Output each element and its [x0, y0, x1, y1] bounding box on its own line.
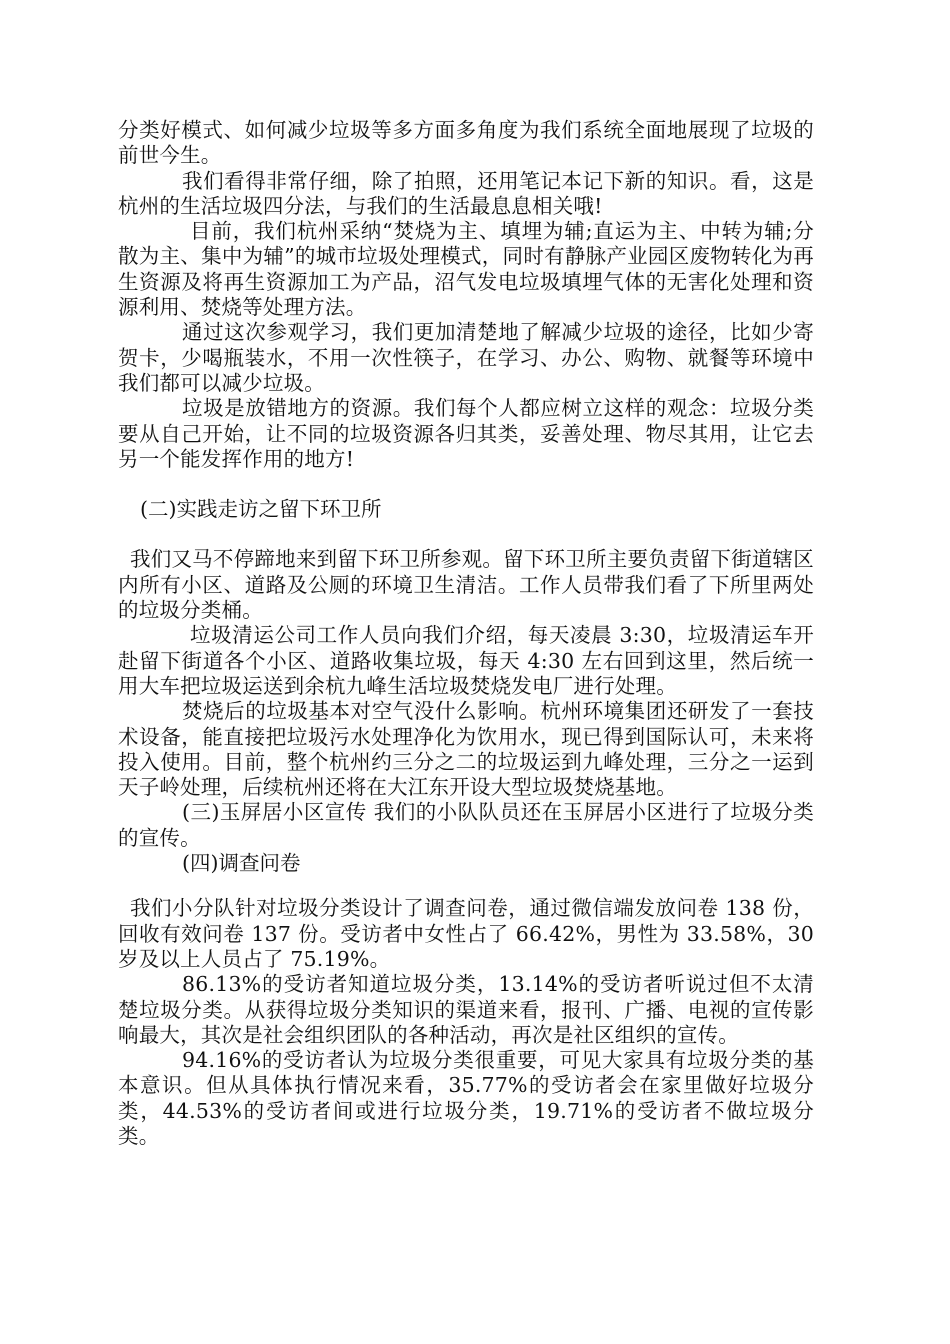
paragraph-collection-schedule: 垃圾清运公司工作人员向我们介绍，每天凌晨 3:30，垃圾清运车开赴留下街道各个小区、道路收集垃圾，每天 4:30 左右回到这里，然后统一用大车把垃圾运送到余杭九峰生活垃圾焚烧发电厂进行处理。	[118, 623, 814, 698]
paragraph-sanitation-visit: 我们又马不停蹄地来到留下环卫所参观。留下环卫所主要负责留下街道辖区内所有小区、道路及公厕的环境卫生清洁。工作人员带我们看了下所里两处的垃圾分类桶。	[118, 547, 814, 623]
paragraph-survey-awareness: 86.13%的受访者知道垃圾分类，13.14%的受访者听说过但不太清楚垃圾分类。从获得垃圾分类知识的渠道来看，报刊、广播、电视的宣传影响最大，其次是社会组织团队的各种活动，再次是社区组织的宣传。	[118, 972, 814, 1047]
section-heading-sanitation: (二)实践走访之留下环卫所	[140, 497, 382, 522]
section-spacer	[118, 876, 814, 896]
paragraph-community-promotion: (三)玉屏居小区宣传 我们的小队队员还在玉屏居小区进行了垃圾分类的宣传。	[118, 800, 814, 850]
section-heading-survey: (四)调查问卷	[182, 851, 301, 876]
paragraph-incineration: 焚烧后的垃圾基本对空气没什么影响。杭州环境集团还研发了一套技术设备，能直接把垃圾污水处理净化为饮用水，现已得到国际认可，未来将投入使用。目前，整个杭州约三分之二的垃圾运到九峰处理，三分之一运到天子岭处理，后续杭州还将在大江东开设大型垃圾焚烧基地。	[118, 699, 814, 800]
paragraph-hangzhou-model: 目前，我们杭州采纳“焚烧为主、填埋为辅;直运为主、中转为辅;分散为主、集中为辅”的城市垃圾处理模式，同时有静脉产业园区废物转化为再生资源及将再生资源加工为产品，沼气发电垃圾填埋气体的无害化处理和资源利用、焚烧等处理方法。	[118, 219, 814, 320]
paragraph-survey-overview: 我们小分队针对垃圾分类设计了调查问卷，通过微信端发放问卷 138 份，回收有效问卷 137 份。受访者中女性占了 66.42%，男性为 33.58%，30 岁及以上人员占了 75.19%。	[118, 896, 814, 971]
paragraph-reduce-waste: 通过这次参观学习，我们更加清楚地了解减少垃圾的途径，比如少寄贺卡，少喝瓶装水，不用一次性筷子，在学习、办公、购物、就餐等环境中我们都可以减少垃圾。	[118, 320, 814, 395]
paragraph-resource-concept: 垃圾是放错地方的资源。我们每个人都应树立这样的观念：垃圾分类要从自己开始，让不同的垃圾资源各归其类，妥善处理、物尽其用，让它去另一个能发挥作用的地方!	[118, 396, 814, 471]
paragraph-intro-continued: 分类好模式、如何减少垃圾等多方面多角度为我们系统全面地展现了垃圾的前世今生。	[118, 118, 814, 168]
section-spacer	[118, 472, 814, 497]
document-page	[118, 118, 814, 1149]
paragraph-survey-practice: 94.16%的受访者认为垃圾分类很重要，可见大家具有垃圾分类的基本意识。但从具体执行情况来看，35.77%的受访者会在家里做好垃圾分类，44.53%的受访者间或进行垃圾分类，19.71%的受访者不做垃圾分类。	[118, 1048, 814, 1148]
section-spacer	[118, 522, 814, 547]
paragraph-observation: 我们看得非常仔细，除了拍照，还用笔记本记下新的知识。看，这是杭州的生活垃圾四分法，与我们的生活最息息相关哦!	[118, 168, 814, 218]
